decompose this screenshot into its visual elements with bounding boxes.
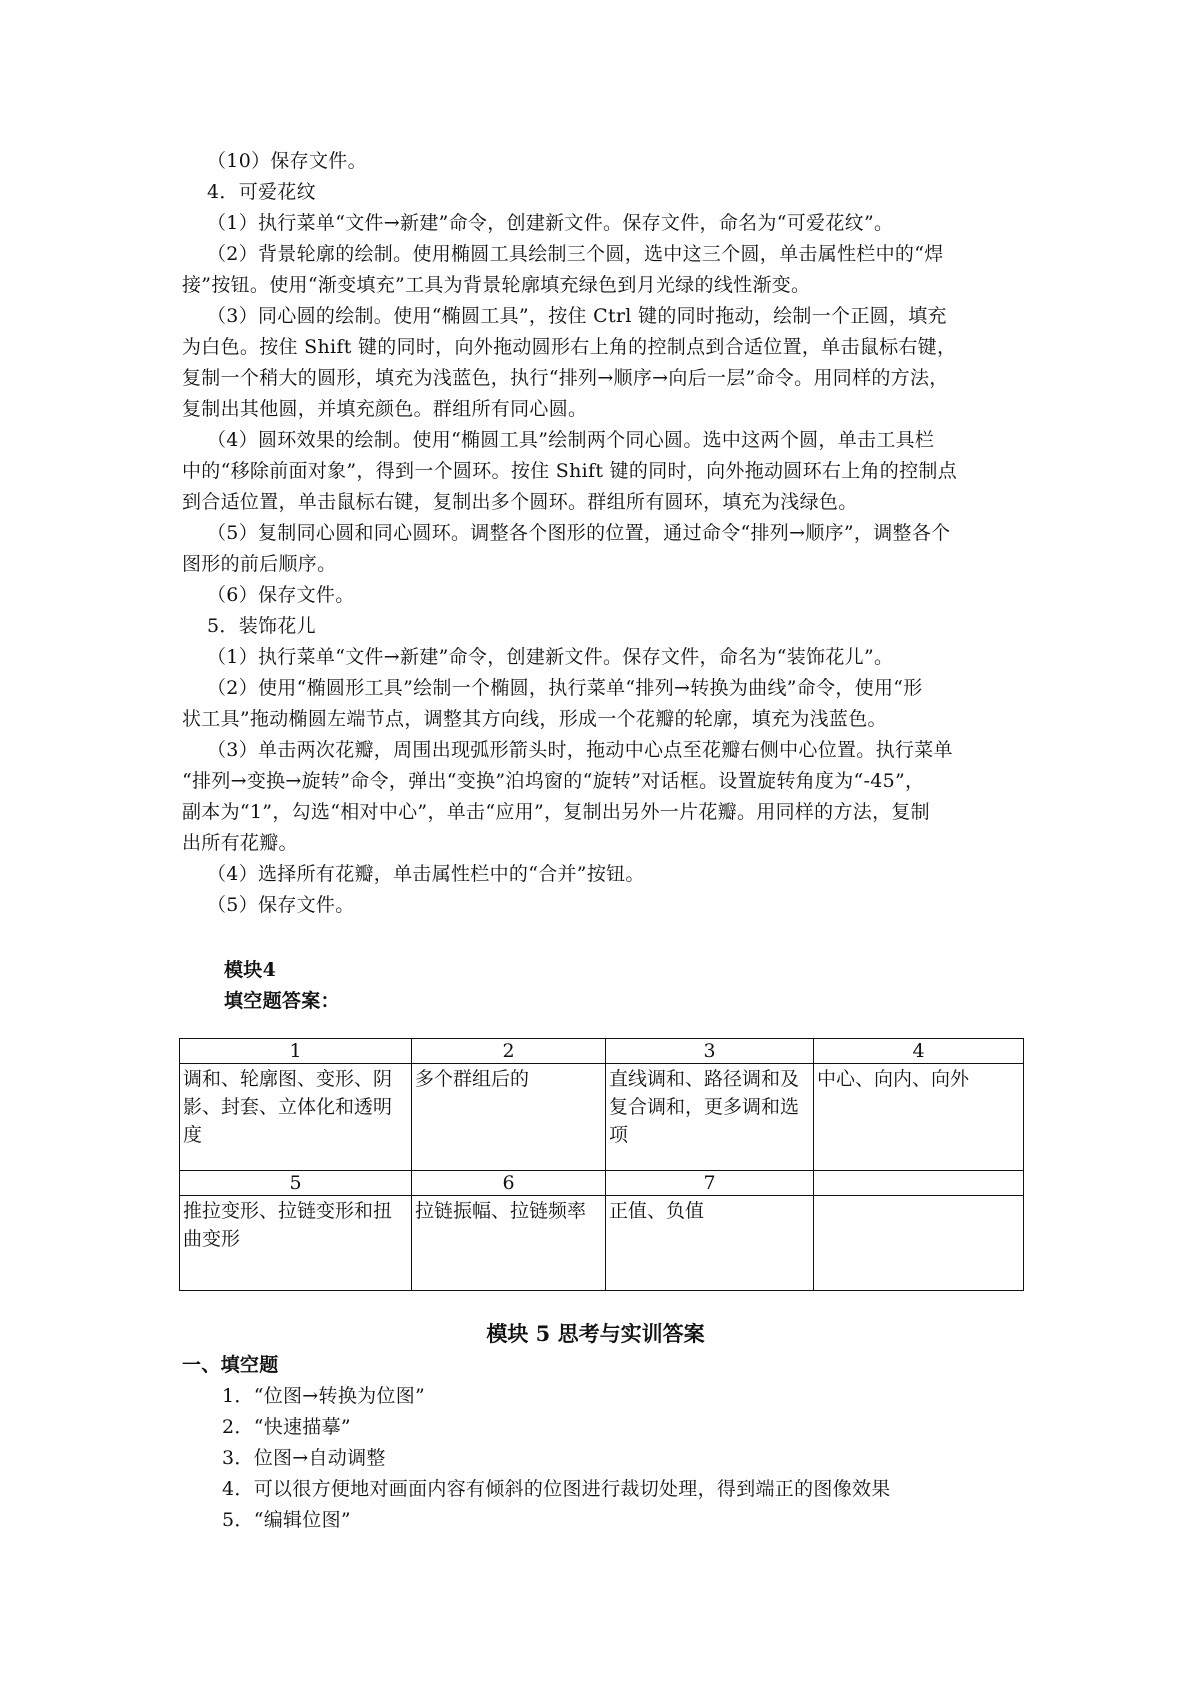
- step-text: （2）背景轮廓的绘制。使用椭圆工具绘制三个圆，选中这三个圆，单击属性栏中的“焊: [207, 243, 944, 265]
- table-cell: 正值、负值: [606, 1196, 814, 1291]
- step-text: （5）复制同心圆和同心圆环。调整各个图形的位置，通过命令“排列→顺序”，调整各个: [207, 522, 951, 544]
- step-text: （10）保存文件。: [207, 150, 367, 172]
- table-cell: 6: [412, 1171, 606, 1196]
- step-text: 图形的前后顺序。: [182, 553, 337, 575]
- table-cell: [814, 1171, 1024, 1196]
- step-text: 副本为“1”，勾选“相对中心”，单击“应用”，复制出另外一片花瓣。用同样的方法，复制: [182, 801, 930, 823]
- table-row: [180, 1064, 1024, 1171]
- table-cell: 拉链振幅、拉链频率: [412, 1196, 606, 1291]
- step-text: 为白色。按住 Shift 键的同时，向外拖动圆形右上角的控制点到合适位置，单击鼠标右键，: [182, 336, 957, 358]
- list-item: 1．“位图→转换为位图”: [222, 1385, 426, 1407]
- step-text: 状工具”拖动椭圆左端节点，调整其方向线，形成一个花瓣的轮廓，填充为浅蓝色。: [182, 708, 887, 730]
- module5-title: 模块 5 思考与实训答案: [486, 1321, 705, 1346]
- step-text: “排列→变换→旋转”命令，弹出“变换”泊坞窗的“旋转”对话框。设置旋转角度为“-45”，: [182, 770, 925, 792]
- table-cell: 4: [814, 1039, 1024, 1064]
- table-cell: 多个群组后的: [412, 1064, 606, 1171]
- step-text: （4）圆环效果的绘制。使用“椭圆工具”绘制两个同心圆。选中这两个圆，单击工具栏: [207, 429, 935, 451]
- list-item: 2．“快速描摹”: [222, 1416, 351, 1438]
- list-item: 3．位图→自动调整: [222, 1447, 386, 1469]
- step-text: 复制出其他圆，并填充颜色。群组所有同心圆。: [182, 398, 588, 420]
- step-text: （5）保存文件。: [207, 894, 355, 916]
- section-heading: 5．装饰花儿: [207, 615, 316, 637]
- step-text: 复制一个稍大的圆形，填充为浅蓝色，执行“排列→顺序→向后一层”命令。用同样的方法，: [182, 367, 949, 389]
- table-cell: 1: [180, 1039, 412, 1064]
- table-row: [180, 1171, 1024, 1196]
- table-cell: 2: [412, 1039, 606, 1064]
- step-text: 出所有花瓣。: [182, 832, 298, 854]
- answer-table: [179, 1038, 1024, 1291]
- table-cell: 中心、向内、向外: [814, 1064, 1024, 1171]
- table-cell: 7: [606, 1171, 814, 1196]
- step-text: 接”按钮。使用“渐变填充”工具为背景轮廓填充绿色到月光绿的线性渐变。: [182, 274, 811, 296]
- list-item: 5．“编辑位图”: [222, 1509, 351, 1531]
- step-text: 中的“移除前面对象”，得到一个圆环。按住 Shift 键的同时，向外拖动圆环右上角的控制点: [182, 460, 958, 482]
- module4-title: 模块4: [224, 959, 277, 981]
- step-text: （1）执行菜单“文件→新建”命令，创建新文件。保存文件，命名为“装饰花儿”。: [207, 646, 894, 668]
- step-text: （1）执行菜单“文件→新建”命令，创建新文件。保存文件，命名为“可爱花纹”。: [207, 212, 894, 234]
- module5-section: 一、填空题: [182, 1354, 279, 1376]
- table-row: [180, 1196, 1024, 1291]
- step-text: （4）选择所有花瓣，单击属性栏中的“合并”按钮。: [207, 863, 645, 885]
- step-text: （3）单击两次花瓣，周围出现弧形箭头时，拖动中心点至花瓣右侧中心位置。执行菜单: [207, 739, 953, 761]
- table-cell: 直线调和、路径调和及复合调和，更多调和选项: [606, 1064, 814, 1171]
- module4-subtitle: 填空题答案：: [224, 990, 340, 1012]
- table-cell: [814, 1196, 1024, 1291]
- list-item: 4．可以很方便地对画面内容有倾斜的位图进行裁切处理，得到端正的图像效果: [222, 1478, 891, 1500]
- table-cell: 推拉变形、拉链变形和扭曲变形: [180, 1196, 412, 1291]
- table-cell: 3: [606, 1039, 814, 1064]
- step-text: （2）使用“椭圆形工具”绘制一个椭圆，执行菜单“排列→转换为曲线”命令，使用“形: [207, 677, 923, 699]
- step-text: 到合适位置，单击鼠标右键，复制出多个圆环。群组所有圆环，填充为浅绿色。: [182, 491, 858, 513]
- section-heading: 4．可爱花纹: [207, 181, 316, 203]
- step-text: （3）同心圆的绘制。使用“椭圆工具”，按住 Ctrl 键的同时拖动，绘制一个正圆，填充: [207, 305, 947, 327]
- table-cell: 调和、轮廓图、变形、阴影、封套、立体化和透明度: [180, 1064, 412, 1171]
- table-cell: 5: [180, 1171, 412, 1196]
- table-row: [180, 1039, 1024, 1064]
- step-text: （6）保存文件。: [207, 584, 355, 606]
